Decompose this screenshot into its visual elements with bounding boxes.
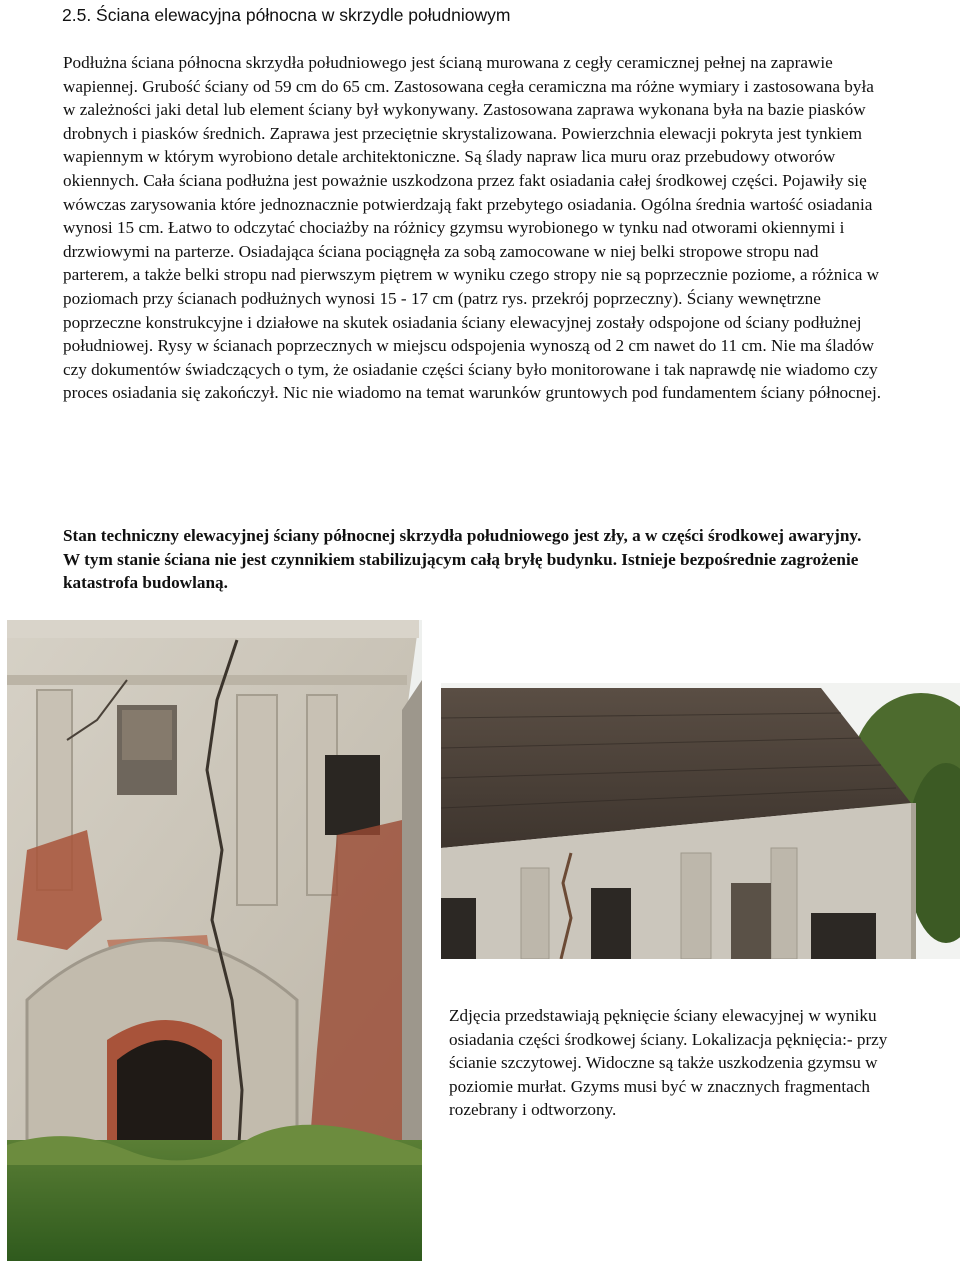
description-paragraph: Podłużna ściana północna skrzydła południowego jest ścianą murowana z cegły ceramicznej pełnej na zaprawie wapiennej. Grubość ściany od 59 cm do 65 cm. Zastosowana cegła ceramiczna ma różne wymiary i zastosowana była w zależności jaki detal lub element ściany był wykonywany. Zastosowana zaprawa wykonana była na bazie piasków drobnych i piasków średnich. Zaprawa jest przeciętnie skrystalizowana. Powierzchnia elewacji pokryta jest tynkiem wapiennym w którym wyrobiono detale architektoniczne. Są ślady napraw lica muru oraz przebudowy otworów okiennych. Cała ściana podłużna jest poważnie uszkodzona przez fakt osiadania całej środkowej części. Pojawiły się wówczas zarysowania które jednoznacznie potwierdzają fakt przebytego osiadania. Ogólna średnia wartość osiadania wynosi 15 cm. Łatwo to odczytać chociażby na różnicy gzymsu wyrobionego w tynku nad otworami okiennymi i drzwiowymi na parterze. Osiadająca ściana pociągnęła za sobą zamocowane w niej belki stropowe stropu nad parterem, a także belki stropu nad pierwszym piętrem w wyniku czego stropy nie są poprzecznie poziome, a różnica w poziomach przy ścianach podłużnych wynosi 15 - 17 cm (patrz rys. przekrój poprzeczny). Ściany wewnętrzne poprzeczne konstrukcyjne i działowe na skutek osiadania ściany elewacyjnej zostały odspojone od ściany podłużnej południowej. Rysy w ścianach poprzecznych w miejscu odspojenia wynoszą od 2 cm nawet do 11 cm. Nie ma śladów czy dokumentów świadczących o tym, że osiadanie części ściany było monitorowane i tak naprawdę nie wiadomo czy proces osiadania się zakończył. Nic nie wiadomo na temat warunków gruntowych pod fundamentem ściany północnej.: [63, 53, 882, 403]
photo-building-roof: [441, 683, 960, 959]
conclusion-paragraph: Stan techniczny elewacyjnej ściany północnej skrzydła południowego jest zły, a w części środkowej awaryjny. W tym stanie ściana nie jest czynnikiem stabilizującym całą bryłę budynku. Istnieje bezpośrednie zagrożenie katastrofa budowlaną.: [63, 526, 862, 593]
photo-cracked-facade: [7, 620, 422, 1261]
photo-caption: Zdjęcia przedstawiają pęknięcie ściany elewacyjnej w wyniku osiadania części środkowej ściany. Lokalizacja pęknięcia:- przy ścianie szczytowej. Widoczne są także uszkodzenia gzymsu w poziomie murłat. Gzyms musi być w znacznych fragmentach rozebrany i odtworzony.: [449, 1006, 888, 1120]
section-heading: 2.5. Ściana elewacyjna północna w skrzydle południowym: [62, 5, 511, 25]
